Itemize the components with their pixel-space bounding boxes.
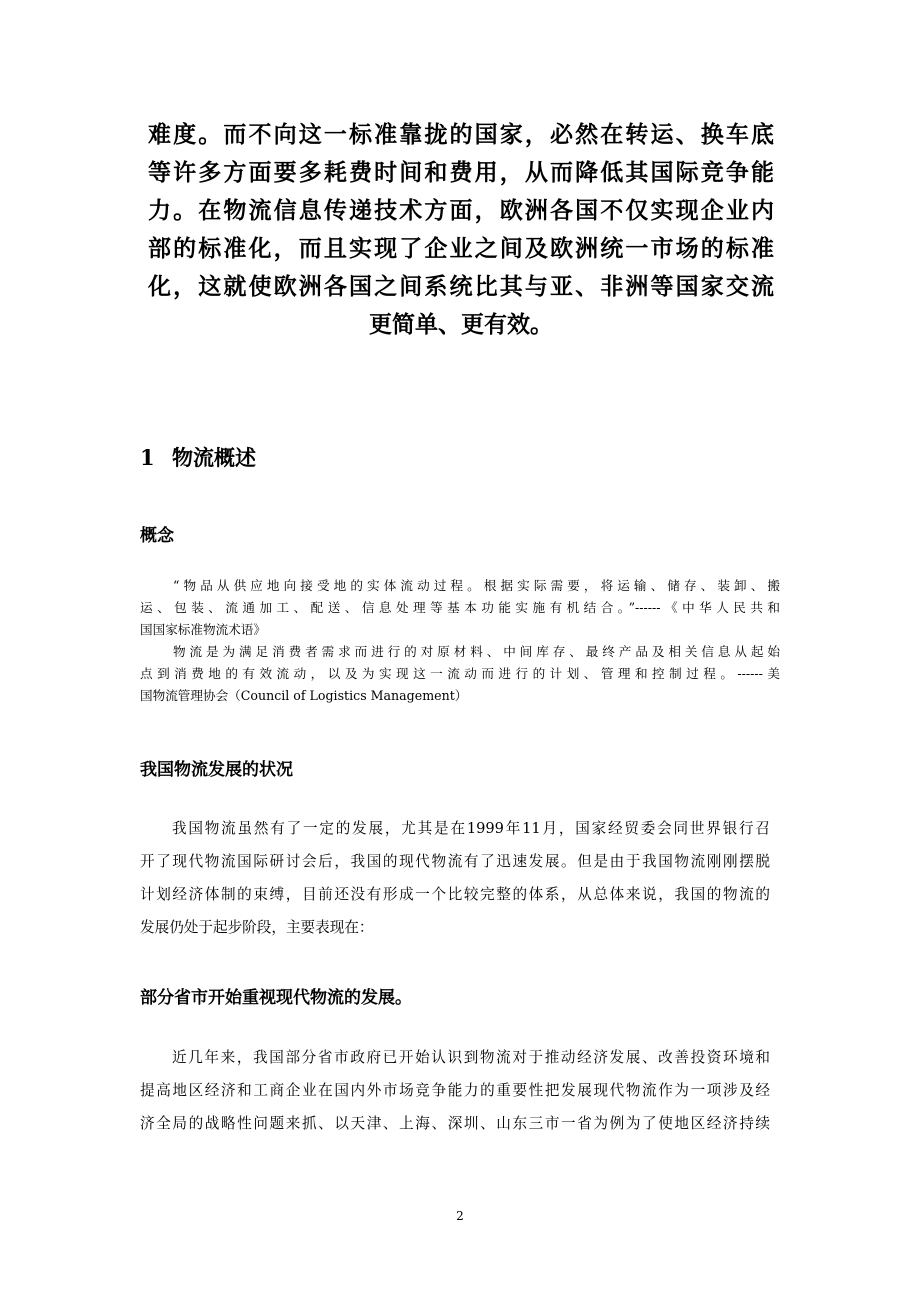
status-line: 发展仍处于起步阶段，主要表现在： bbox=[140, 919, 374, 936]
concept-line: 运、包装、流通加工、配送、信息处理等基本功能实施有机结合。”------《中华人民共和 bbox=[140, 600, 780, 615]
intro-line: 力。在物流信息传递技术方面，欧洲各国不仅实现企业内 bbox=[148, 198, 774, 224]
status-line: 开了现代物流国际研讨会后，我国的现代物流有了迅速发展。但是由于我国物流刚刚摆脱 bbox=[140, 853, 770, 870]
section-heading bbox=[140, 444, 256, 472]
concept-line: 物流是为满足消费者需求而进行的对原材料、中间库存、最终产品及相关信息从起始 bbox=[173, 644, 780, 659]
concept-heading: 概念 bbox=[140, 526, 174, 546]
concept-line: 点到消费地的有效流动，以及为实现这一流动而进行的计划、管理和控制过程。------美 bbox=[140, 666, 780, 681]
provinces-line: 济全局的战略性问题来抓、以天津、上海、深圳、山东三市一省为例为了使地区经济持续 bbox=[140, 1115, 770, 1132]
intro-paragraph bbox=[148, 116, 774, 344]
provinces-heading: 部分省市开始重视现代物流的发展。 bbox=[140, 988, 412, 1008]
provinces-paragraph bbox=[140, 1041, 770, 1140]
intro-line: 难度。而不向这一标准靠拢的国家，必然在转运、换车底 bbox=[148, 122, 774, 148]
concept-paragraph bbox=[140, 575, 780, 707]
provinces-line: 近几年来，我国部分省市政府已开始认识到物流对于推动经济发展、改善投资环境和 bbox=[172, 1049, 770, 1066]
concept-line: 国国家标准物流术语》 bbox=[140, 622, 266, 637]
status-line: 计划经济体制的束缚，目前还没有形成一个比较完整的体系，从总体来说，我国的物流的 bbox=[140, 886, 770, 903]
section-number: 1 bbox=[140, 445, 155, 470]
concept-line: 国物流管理协会（Council of Logistics Management） bbox=[140, 688, 468, 703]
intro-line: 更简单、更有效。 bbox=[369, 312, 553, 338]
section-title: 物流概述 bbox=[172, 446, 256, 470]
status-paragraph bbox=[140, 812, 770, 944]
intro-line: 化，这就使欧洲各国之间系统比其与亚、非洲等国家交流 bbox=[148, 274, 774, 300]
page-number: 2 bbox=[456, 1209, 464, 1223]
provinces-line: 提高地区经济和工商企业在国内外市场竞争能力的重要性把发展现代物流作为一项涉及经 bbox=[140, 1082, 770, 1099]
concept-line: “物品从供应地向接受地的实体流动过程。根据实际需要，将运输、储存、装卸、搬 bbox=[173, 578, 780, 593]
intro-line: 等许多方面要多耗费时间和费用，从而降低其国际竞争能 bbox=[148, 160, 774, 186]
status-line: 我国物流虽然有了一定的发展，尤其是在1999年11月，国家经贸委会同世界银行召 bbox=[172, 820, 770, 837]
status-heading: 我国物流发展的状况 bbox=[140, 760, 293, 780]
intro-line: 部的标准化，而且实现了企业之间及欧洲统一市场的标准 bbox=[148, 236, 774, 262]
